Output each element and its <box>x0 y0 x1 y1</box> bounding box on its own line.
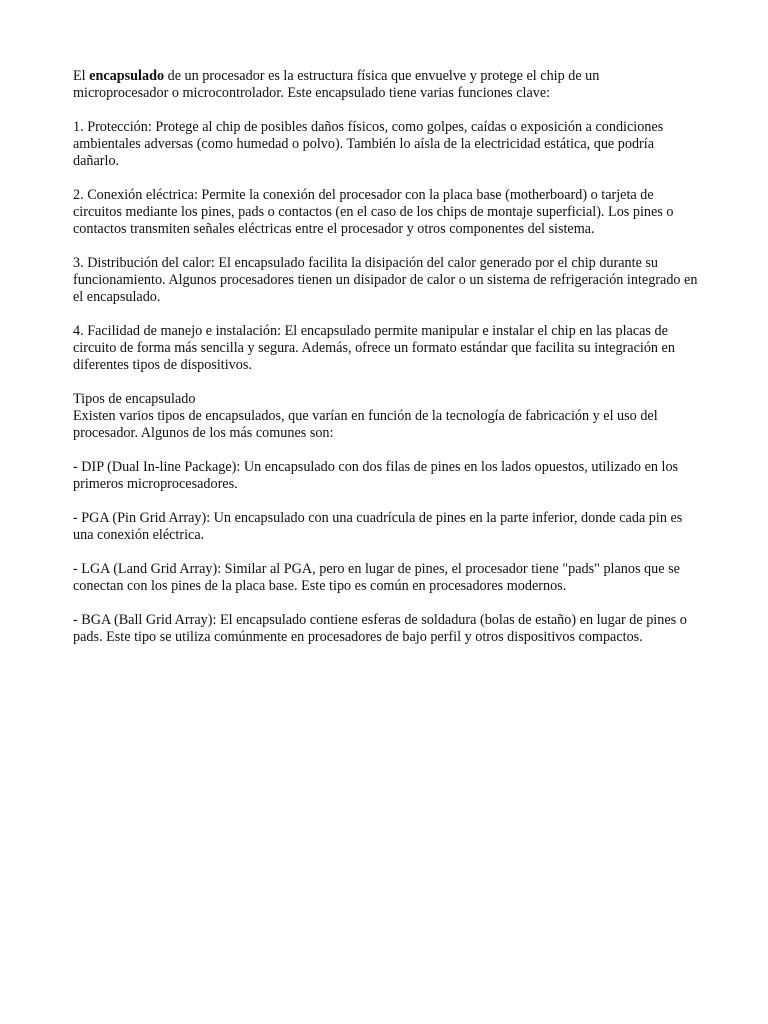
function-protection: 1. Protección: Protege al chip de posibles daños físicos, como golpes, caídas o exposición a condiciones ambientales adversas (como humedad o polvo). También lo aísla de la electricidad estática, que podría dañarlo. <box>73 119 664 169</box>
types-intro: Existen varios tipos de encapsulados, que varían en función de la tecnología de fabricación y el uso del procesador. Algunos de los más comunes son: <box>73 408 658 441</box>
types-heading: Tipos de encapsulado <box>73 391 196 407</box>
intro-term: encapsulado <box>89 68 165 84</box>
intro-paragraph <box>73 68 698 102</box>
type-pga: - PGA (Pin Grid Array): Un encapsulado con una cuadrícula de pines en la parte inferior, donde cada pin es una conexión eléctrica. <box>73 510 683 543</box>
function-electrical-connection: 2. Conexión eléctrica: Permite la conexión del procesador con la placa base (motherboard) o tarjeta de circuitos mediante los pines, pads o contactos (en el caso de los chips de montaje superficial). Los pines o contactos transmiten señales eléctricas entre el procesador y otros componentes del sistema. <box>73 187 674 237</box>
function-handling-installation: 4. Facilidad de manejo e instalación: El encapsulado permite manipular e instalar el chip en las placas de circuito de forma más sencilla y segura. Además, ofrece un formato estándar que facilita su integración en diferentes tipos de dispositivos. <box>73 323 675 373</box>
function-heat-distribution: 3. Distribución del calor: El encapsulado facilita la disipación del calor generado por el chip durante su funcionamiento. Algunos procesadores tienen un disipador de calor o un sistema de refrigeración integrado en el encapsulado. <box>73 255 698 305</box>
type-dip: - DIP (Dual In-line Package): Un encapsulado con dos filas de pines en los lados opuestos, utilizado en los primeros microprocesadores. <box>73 459 679 492</box>
type-lga: - LGA (Land Grid Array): Similar al PGA, pero en lugar de pines, el procesador tiene "pads" planos que se conectan con los pines de la placa base. Este tipo es común en procesadores modernos. <box>73 561 680 594</box>
intro-prefix: El <box>73 68 90 84</box>
intro-text: de un procesador es la estructura física que envuelve y protege el chip de un microprocesador o microcontrolador. Este encapsulado tiene varias funciones clave: <box>73 68 600 101</box>
document-page <box>73 68 698 663</box>
type-bga: - BGA (Ball Grid Array): El encapsulado contiene esferas de soldadura (bolas de estaño) en lugar de pines o pads. Este tipo se utiliza comúnmente en procesadores de bajo perfil y otros dispositivos compactos. <box>73 612 687 645</box>
